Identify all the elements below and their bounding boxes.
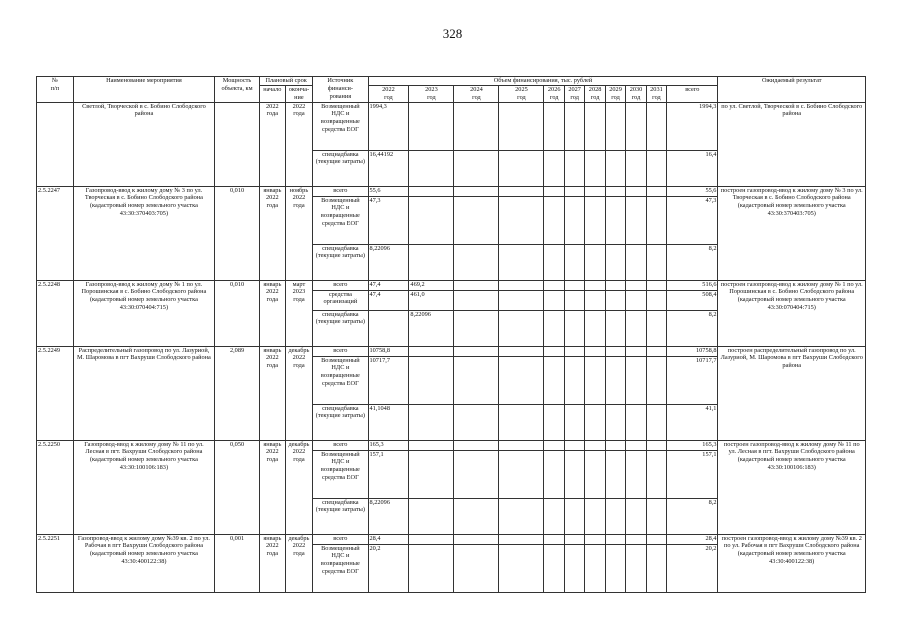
- value-empty-cell: [626, 290, 646, 310]
- value-empty-cell: [626, 356, 646, 404]
- value-2022-cell: 8,22096: [368, 244, 409, 280]
- value-empty-cell: [564, 534, 584, 544]
- value-2022-cell: 157,1: [368, 450, 409, 498]
- result-cell: построен газопровод-ввод к жилому дому № 11 по ул. Лесная в пгт. Вахруши Слободского района (кадастровый номер земельного участка 43:30:100106:183): [718, 440, 866, 534]
- header-year: 2027 год: [564, 85, 584, 102]
- value-empty-cell: [646, 196, 666, 244]
- value-empty-cell: [454, 544, 499, 592]
- value-total-cell: 8,2: [667, 244, 718, 280]
- value-total-cell: 1994,3: [667, 102, 718, 150]
- value-empty-cell: [605, 450, 625, 498]
- capacity-cell: 0,001: [215, 534, 260, 592]
- value-empty-cell: [499, 498, 544, 534]
- source-cell: Возмещенный НДС и возвращенные средства ЕОГ: [313, 450, 368, 498]
- value-empty-cell: [605, 534, 625, 544]
- value-empty-cell: [585, 290, 605, 310]
- value-2022-cell: 20,2: [368, 544, 409, 592]
- value-total-cell: 508,4: [667, 290, 718, 310]
- value-empty-cell: [499, 244, 544, 280]
- value-2023-cell: [409, 346, 454, 356]
- term-start-cell: январь 2022 года: [260, 186, 286, 280]
- value-2022-cell: 165,3: [368, 440, 409, 450]
- value-empty-cell: [564, 290, 584, 310]
- result-cell: построен распределительный газопровод по ул. Лазуриой, М. Шаромова в пгт Вахруши Слободского района: [718, 346, 866, 440]
- value-empty-cell: [454, 440, 499, 450]
- value-total-cell: 165,3: [667, 440, 718, 450]
- value-empty-cell: [544, 346, 564, 356]
- value-2022-cell: 47,3: [368, 196, 409, 244]
- capacity-cell: 0,010: [215, 280, 260, 346]
- value-2022-cell: 1994,3: [368, 102, 409, 150]
- row-number-cell: 2.5.2250: [37, 440, 74, 534]
- value-total-cell: 55,6: [667, 186, 718, 196]
- header-year: 2028 год: [585, 85, 605, 102]
- capacity-cell: 0,010: [215, 186, 260, 280]
- header-year: 2025 год: [499, 85, 544, 102]
- value-2023-cell: [409, 404, 454, 440]
- value-empty-cell: [564, 150, 584, 186]
- value-empty-cell: [499, 346, 544, 356]
- value-empty-cell: [564, 186, 584, 196]
- value-empty-cell: [564, 280, 584, 290]
- value-empty-cell: [626, 280, 646, 290]
- value-empty-cell: [605, 150, 625, 186]
- value-total-cell: 16,4: [667, 150, 718, 186]
- value-empty-cell: [605, 102, 625, 150]
- value-2023-cell: 8,22096: [409, 310, 454, 346]
- value-empty-cell: [585, 404, 605, 440]
- source-cell: спецнадбавка (текущие затраты): [313, 498, 368, 534]
- value-empty-cell: [646, 346, 666, 356]
- header-year: 2029 год: [605, 85, 625, 102]
- capacity-cell: 0,050: [215, 440, 260, 534]
- value-2023-cell: [409, 356, 454, 404]
- value-empty-cell: [499, 310, 544, 346]
- value-2023-cell: [409, 150, 454, 186]
- capacity-cell: [215, 102, 260, 186]
- value-empty-cell: [544, 186, 564, 196]
- value-empty-cell: [626, 534, 646, 544]
- value-empty-cell: [605, 244, 625, 280]
- value-empty-cell: [499, 404, 544, 440]
- event-name-cell: Газопровод-ввод к жилому дому № 1 по ул. Порошинская в с. Бобино Слободского района (кадастровый номер земельного участка 43:30:070404:715): [73, 280, 214, 346]
- value-empty-cell: [499, 102, 544, 150]
- value-empty-cell: [499, 150, 544, 186]
- value-2023-cell: 469,2: [409, 280, 454, 290]
- value-2022-cell: 10717,7: [368, 356, 409, 404]
- header-total: всего: [667, 85, 718, 102]
- value-empty-cell: [646, 498, 666, 534]
- value-empty-cell: [605, 498, 625, 534]
- value-empty-cell: [605, 186, 625, 196]
- value-empty-cell: [646, 150, 666, 186]
- event-name-cell: Газопровод-ввод к жилому дому № 3 по ул. Творческая в с. Бобино Слободского района (кадастровый номер земельного участка 43:30:370403:705): [73, 186, 214, 280]
- table-row: [37, 346, 866, 356]
- value-empty-cell: [544, 404, 564, 440]
- value-empty-cell: [605, 346, 625, 356]
- value-empty-cell: [646, 440, 666, 450]
- table-row: [37, 102, 866, 150]
- value-empty-cell: [499, 186, 544, 196]
- source-cell: спецнадбавка (текущие затраты): [313, 150, 368, 186]
- term-end-cell: декабрь 2022 года: [285, 534, 313, 592]
- value-empty-cell: [646, 244, 666, 280]
- value-empty-cell: [605, 310, 625, 346]
- value-2023-cell: [409, 450, 454, 498]
- value-empty-cell: [454, 310, 499, 346]
- value-empty-cell: [626, 346, 646, 356]
- header-capacity: Мощность объекта, км: [215, 77, 260, 103]
- value-total-cell: 8,2: [667, 498, 718, 534]
- value-empty-cell: [585, 356, 605, 404]
- value-2022-cell: 47,4: [368, 280, 409, 290]
- value-total-cell: 28,4: [667, 534, 718, 544]
- source-cell: всего: [313, 346, 368, 356]
- value-empty-cell: [605, 196, 625, 244]
- value-empty-cell: [544, 450, 564, 498]
- value-empty-cell: [564, 450, 584, 498]
- source-cell: спецнадбавка (текущие затраты): [313, 244, 368, 280]
- value-2023-cell: [409, 102, 454, 150]
- row-number-cell: 2.5.2247: [37, 186, 74, 280]
- value-empty-cell: [585, 544, 605, 592]
- header-source: Источник финанси- рования: [313, 77, 368, 103]
- value-empty-cell: [454, 196, 499, 244]
- value-total-cell: 10717,7: [667, 356, 718, 404]
- term-start-cell: 2022 года: [260, 102, 286, 186]
- value-empty-cell: [499, 196, 544, 244]
- value-empty-cell: [585, 498, 605, 534]
- table-row: [37, 440, 866, 450]
- header-num: № п/п: [37, 77, 74, 103]
- value-empty-cell: [585, 440, 605, 450]
- source-cell: всего: [313, 534, 368, 544]
- value-empty-cell: [499, 534, 544, 544]
- value-2022-cell: 16,44192: [368, 150, 409, 186]
- value-total-cell: 41,1: [667, 404, 718, 440]
- header-year: 2022 год: [368, 85, 409, 102]
- value-empty-cell: [564, 346, 584, 356]
- value-2022-cell: 41,1048: [368, 404, 409, 440]
- header-term-start: начало: [260, 85, 286, 102]
- value-2023-cell: [409, 196, 454, 244]
- value-2023-cell: [409, 534, 454, 544]
- value-2023-cell: 461,0: [409, 290, 454, 310]
- term-end-cell: декабрь 2022 года: [285, 440, 313, 534]
- term-end-cell: 2022 года: [285, 102, 313, 186]
- value-empty-cell: [564, 544, 584, 592]
- value-empty-cell: [626, 498, 646, 534]
- value-total-cell: 10758,8: [667, 346, 718, 356]
- value-empty-cell: [564, 440, 584, 450]
- value-empty-cell: [544, 498, 564, 534]
- row-number-cell: 2.5.2251: [37, 534, 74, 592]
- source-cell: спецнадбавка (текущие затраты): [313, 310, 368, 346]
- source-cell: средства организаций: [313, 290, 368, 310]
- value-empty-cell: [605, 544, 625, 592]
- value-empty-cell: [585, 450, 605, 498]
- value-empty-cell: [564, 102, 584, 150]
- financing-table: [36, 76, 866, 593]
- header-term: Плановый срок: [260, 77, 313, 86]
- value-empty-cell: [626, 150, 646, 186]
- value-empty-cell: [605, 280, 625, 290]
- source-cell: всего: [313, 440, 368, 450]
- header-volume: Объем финансирования, тыс. рублей: [368, 77, 718, 86]
- value-empty-cell: [646, 102, 666, 150]
- value-empty-cell: [499, 290, 544, 310]
- value-empty-cell: [544, 280, 564, 290]
- table-row: [37, 186, 866, 196]
- value-total-cell: 20,2: [667, 544, 718, 592]
- value-empty-cell: [454, 356, 499, 404]
- value-empty-cell: [499, 356, 544, 404]
- value-empty-cell: [544, 196, 564, 244]
- value-total-cell: 8,2: [667, 310, 718, 346]
- value-empty-cell: [454, 450, 499, 498]
- value-empty-cell: [454, 150, 499, 186]
- value-empty-cell: [585, 280, 605, 290]
- value-empty-cell: [454, 346, 499, 356]
- value-empty-cell: [454, 102, 499, 150]
- value-2022-cell: [368, 310, 409, 346]
- value-empty-cell: [626, 244, 646, 280]
- value-2022-cell: 10758,8: [368, 346, 409, 356]
- value-2022-cell: 8,22096: [368, 498, 409, 534]
- value-2023-cell: [409, 186, 454, 196]
- value-empty-cell: [564, 310, 584, 346]
- result-cell: построен газопровод-ввод к жилому дому № 3 по ул. Творческая в с. Бобино Слободского района (кадастровый номер земельного участка 43:30:370403:705): [718, 186, 866, 280]
- result-cell: построен газопровод-ввод к жилому дому № 1 по ул. Порошинская в с. Бобино Слободского района (кадастровый номер земельного участка 43:30:070404:715): [718, 280, 866, 346]
- value-empty-cell: [544, 534, 564, 544]
- header-name: Наименование мероприятия: [73, 77, 214, 103]
- value-empty-cell: [564, 356, 584, 404]
- term-start-cell: январь 2022 года: [260, 440, 286, 534]
- row-number-cell: [37, 102, 74, 186]
- event-name-cell: Распределительный газопровод по ул. Лазуриой, М. Шаромова в пгт Вахруши Слободского района: [73, 346, 214, 440]
- table-row: [37, 534, 866, 544]
- value-empty-cell: [499, 280, 544, 290]
- value-empty-cell: [564, 196, 584, 244]
- value-empty-cell: [454, 290, 499, 310]
- value-empty-cell: [626, 404, 646, 440]
- header-year: 2031 год: [646, 85, 666, 102]
- value-empty-cell: [646, 310, 666, 346]
- header-result: Ожидаемый результат: [718, 77, 866, 103]
- source-cell: Возмещенный НДС и возвращенные средства ЕОГ: [313, 356, 368, 404]
- row-number-cell: 2.5.2248: [37, 280, 74, 346]
- header-year: 2030 год: [626, 85, 646, 102]
- value-total-cell: 47,3: [667, 196, 718, 244]
- value-empty-cell: [544, 102, 564, 150]
- result-cell: построен газопровод-ввод к жилому дому №39 кв. 2 по ул. Рабочая в пгт Вахруши Слободского района (кадастровый номер земельного участка 43:30:400122:38): [718, 534, 866, 592]
- value-empty-cell: [626, 544, 646, 592]
- value-empty-cell: [544, 440, 564, 450]
- source-cell: Возмещенный НДС и возвращенные средства ЕОГ: [313, 102, 368, 150]
- value-empty-cell: [454, 534, 499, 544]
- event-name-cell: Газопровод-ввод к жилому дому № 11 по ул. Лесная в пгт. Вахруши Слободского района (кадастровый номер земельного участка 43:30:100106:183): [73, 440, 214, 534]
- value-empty-cell: [626, 310, 646, 346]
- value-empty-cell: [605, 290, 625, 310]
- value-2022-cell: 55,6: [368, 186, 409, 196]
- source-cell: Возмещенный НДС и возвращенные средства ЕОГ: [313, 544, 368, 592]
- value-total-cell: 157,1: [667, 450, 718, 498]
- value-empty-cell: [646, 290, 666, 310]
- value-2023-cell: [409, 440, 454, 450]
- value-empty-cell: [626, 102, 646, 150]
- value-empty-cell: [454, 186, 499, 196]
- header-term-end: оконча- ние: [285, 85, 313, 102]
- page-number: 328: [442, 26, 463, 41]
- value-empty-cell: [544, 150, 564, 186]
- value-empty-cell: [646, 186, 666, 196]
- term-start-cell: январь 2022 года: [260, 280, 286, 346]
- value-empty-cell: [564, 498, 584, 534]
- value-empty-cell: [646, 280, 666, 290]
- value-empty-cell: [499, 450, 544, 498]
- value-2022-cell: 28,4: [368, 534, 409, 544]
- capacity-cell: 2,089: [215, 346, 260, 440]
- value-empty-cell: [646, 544, 666, 592]
- header-year: 2024 год: [454, 85, 499, 102]
- value-empty-cell: [544, 356, 564, 404]
- value-empty-cell: [564, 244, 584, 280]
- source-cell: Возмещенный НДС и возвращенные средства ЕОГ: [313, 196, 368, 244]
- value-total-cell: 516,6: [667, 280, 718, 290]
- value-empty-cell: [626, 440, 646, 450]
- value-empty-cell: [544, 544, 564, 592]
- value-empty-cell: [454, 244, 499, 280]
- header-year: 2023 год: [409, 85, 454, 102]
- value-empty-cell: [544, 310, 564, 346]
- value-2023-cell: [409, 244, 454, 280]
- value-empty-cell: [585, 102, 605, 150]
- value-empty-cell: [605, 404, 625, 440]
- value-empty-cell: [454, 280, 499, 290]
- value-empty-cell: [585, 534, 605, 544]
- term-end-cell: март 2023 года: [285, 280, 313, 346]
- term-start-cell: январь 2022 года: [260, 346, 286, 440]
- value-empty-cell: [646, 356, 666, 404]
- row-number-cell: 2.5.2249: [37, 346, 74, 440]
- value-empty-cell: [454, 498, 499, 534]
- value-empty-cell: [626, 450, 646, 498]
- term-end-cell: декабрь 2022 года: [285, 346, 313, 440]
- value-2023-cell: [409, 498, 454, 534]
- table-row: [37, 280, 866, 290]
- value-empty-cell: [499, 544, 544, 592]
- source-cell: всего: [313, 280, 368, 290]
- value-empty-cell: [626, 186, 646, 196]
- value-empty-cell: [605, 440, 625, 450]
- value-empty-cell: [585, 244, 605, 280]
- value-empty-cell: [626, 196, 646, 244]
- event-name-cell: Газопровод-ввод к жилому дому №39 кв. 2 по ул. Рабочая в пгт Вахруши Слободского района (кадастровый номер земельного участка 43:30:400122:38): [73, 534, 214, 592]
- value-empty-cell: [646, 534, 666, 544]
- term-start-cell: январь 2022 года: [260, 534, 286, 592]
- header-year: 2026 год: [544, 85, 564, 102]
- value-empty-cell: [585, 310, 605, 346]
- value-empty-cell: [585, 150, 605, 186]
- value-2022-cell: 47,4: [368, 290, 409, 310]
- value-empty-cell: [585, 186, 605, 196]
- source-cell: всего: [313, 186, 368, 196]
- source-cell: спецнадбавка (текущие затраты): [313, 404, 368, 440]
- value-empty-cell: [564, 404, 584, 440]
- value-empty-cell: [499, 440, 544, 450]
- value-empty-cell: [454, 404, 499, 440]
- value-empty-cell: [585, 346, 605, 356]
- value-empty-cell: [585, 196, 605, 244]
- event-name-cell: Светлой, Творческой в с. Бобино Слободского района: [73, 102, 214, 186]
- table-body: [37, 102, 866, 592]
- value-2023-cell: [409, 544, 454, 592]
- value-empty-cell: [544, 290, 564, 310]
- value-empty-cell: [544, 244, 564, 280]
- value-empty-cell: [646, 404, 666, 440]
- term-end-cell: ноябрь 2022 года: [285, 186, 313, 280]
- value-empty-cell: [605, 356, 625, 404]
- result-cell: по ул. Светлой, Творческой в с. Бобино Слободского района: [718, 102, 866, 186]
- value-empty-cell: [646, 450, 666, 498]
